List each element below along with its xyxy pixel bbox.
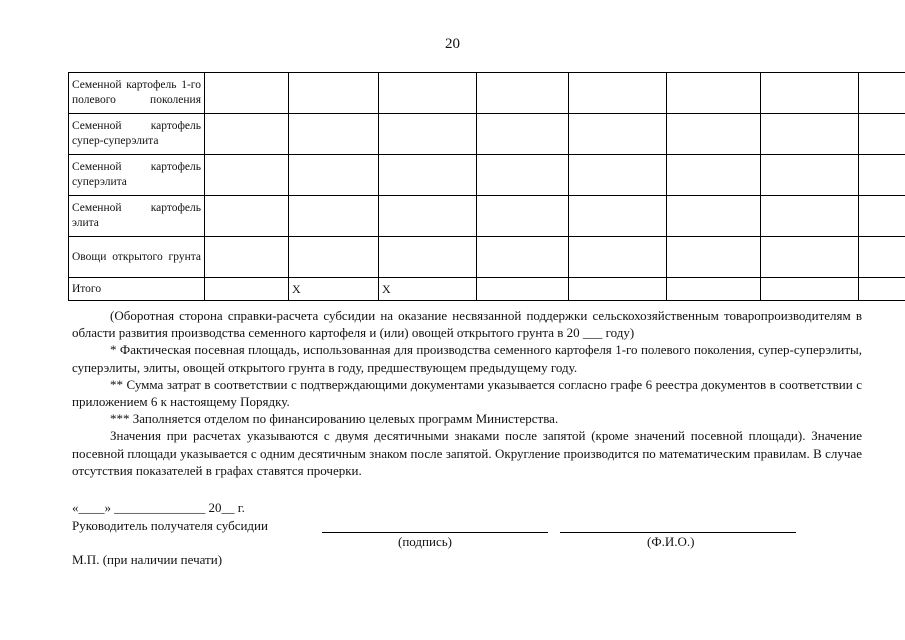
page-number: 20 xyxy=(445,36,460,52)
footnote-2: ** Сумма затрат в соответствии с подтверждающими документами указывается согласно графе 6 реестра документов в соответствии с приложением 6 к настоящему Порядку. xyxy=(72,376,862,410)
table-cell xyxy=(569,237,667,278)
table-body xyxy=(69,73,905,301)
table-cell xyxy=(859,155,905,196)
table-row xyxy=(69,196,905,237)
table-row xyxy=(69,114,905,155)
row-label: Итого xyxy=(69,278,205,301)
table-cell xyxy=(761,114,859,155)
table-cell xyxy=(667,114,761,155)
row-label: Овощи открытого грунта xyxy=(69,237,205,278)
table-cell xyxy=(569,278,667,301)
table-cell xyxy=(379,73,477,114)
table-cell xyxy=(761,73,859,114)
table-cell xyxy=(859,114,905,155)
table-cell xyxy=(205,237,289,278)
stamp-label: М.П. (при наличии печати) xyxy=(72,552,223,567)
table-cell xyxy=(289,155,379,196)
table-cell xyxy=(761,278,859,301)
name-line xyxy=(560,532,796,533)
table-cell xyxy=(859,278,905,301)
table-cell xyxy=(477,114,569,155)
table-cell xyxy=(477,237,569,278)
table-cell xyxy=(205,73,289,114)
notes-block xyxy=(72,307,862,479)
table-cell: X xyxy=(379,278,477,301)
table-cell xyxy=(379,155,477,196)
footnote-3: *** Заполняется отделом по финансированию целевых программ Министерства. xyxy=(110,411,559,427)
head-label: Руководитель получателя субсидии xyxy=(72,518,268,533)
row-label: Семенной картофель суперэлита xyxy=(69,155,205,196)
table-cell xyxy=(477,155,569,196)
row-label: Семенной картофель элита xyxy=(69,196,205,237)
table-cell xyxy=(379,114,477,155)
table-cell xyxy=(205,114,289,155)
table-row xyxy=(69,237,905,278)
table-cell xyxy=(205,155,289,196)
table-cell xyxy=(289,114,379,155)
signature-caption: (подпись) xyxy=(398,534,452,549)
signature-line xyxy=(322,532,548,533)
row-label: Семенной картофель 1-го полевого поколения xyxy=(69,73,205,114)
table-row xyxy=(69,73,905,114)
table-cell xyxy=(477,73,569,114)
table-cell xyxy=(761,155,859,196)
table-cell xyxy=(379,196,477,237)
table-cell xyxy=(569,73,667,114)
table-cell xyxy=(667,196,761,237)
table-cell xyxy=(569,196,667,237)
name-caption: (Ф.И.О.) xyxy=(647,534,695,549)
table-cell xyxy=(859,196,905,237)
table-cell xyxy=(569,114,667,155)
subsidy-calculation-table xyxy=(68,72,905,301)
table-cell xyxy=(289,196,379,237)
table-cell xyxy=(289,73,379,114)
table-cell xyxy=(859,237,905,278)
table-cell xyxy=(667,73,761,114)
table-cell: X xyxy=(289,278,379,301)
table-cell xyxy=(667,237,761,278)
table-cell xyxy=(667,278,761,301)
table-cell xyxy=(205,196,289,237)
table-cell xyxy=(859,73,905,114)
table-cell xyxy=(569,155,667,196)
rounding-note: Значения при расчетах указываются с двумя десятичными знаками после запятой (кроме значений посевной площади). Значение посевной площади указывается с одним десятичным знаком после запятой. Округление производится по математическим правилам. В случае отсутствия показателей в графах ставятся прочерки. xyxy=(72,428,862,478)
date-line: «____» ______________ 20__ г. xyxy=(72,500,245,515)
footnote-1: * Фактическая посевная площадь, использованная для производства семенного картофеля 1-го полевого поколения, супер-суперэлиты, суперэлиты, элиты, овощей открытого грунта в году, предшествующем предыдущему году. xyxy=(72,342,862,375)
reverse-side-note: (Оборотная сторона справки-расчета субсидии на оказание несвязанной поддержки сельскохозяйственным товаропроизводителям в области развития производства семенного картофеля и (или) овощей открытого грунта в 20 ___ году) xyxy=(72,308,862,341)
table-row xyxy=(69,155,905,196)
table-cell xyxy=(667,155,761,196)
table-cell xyxy=(477,278,569,301)
table-cell xyxy=(477,196,569,237)
table-cell xyxy=(761,237,859,278)
table-cell xyxy=(289,237,379,278)
row-label: Семенной картофель супер-суперэлита xyxy=(69,114,205,155)
table-cell xyxy=(205,278,289,301)
signature-row xyxy=(72,518,862,538)
table-cell xyxy=(379,237,477,278)
table-cell xyxy=(761,196,859,237)
table-row xyxy=(69,278,905,301)
